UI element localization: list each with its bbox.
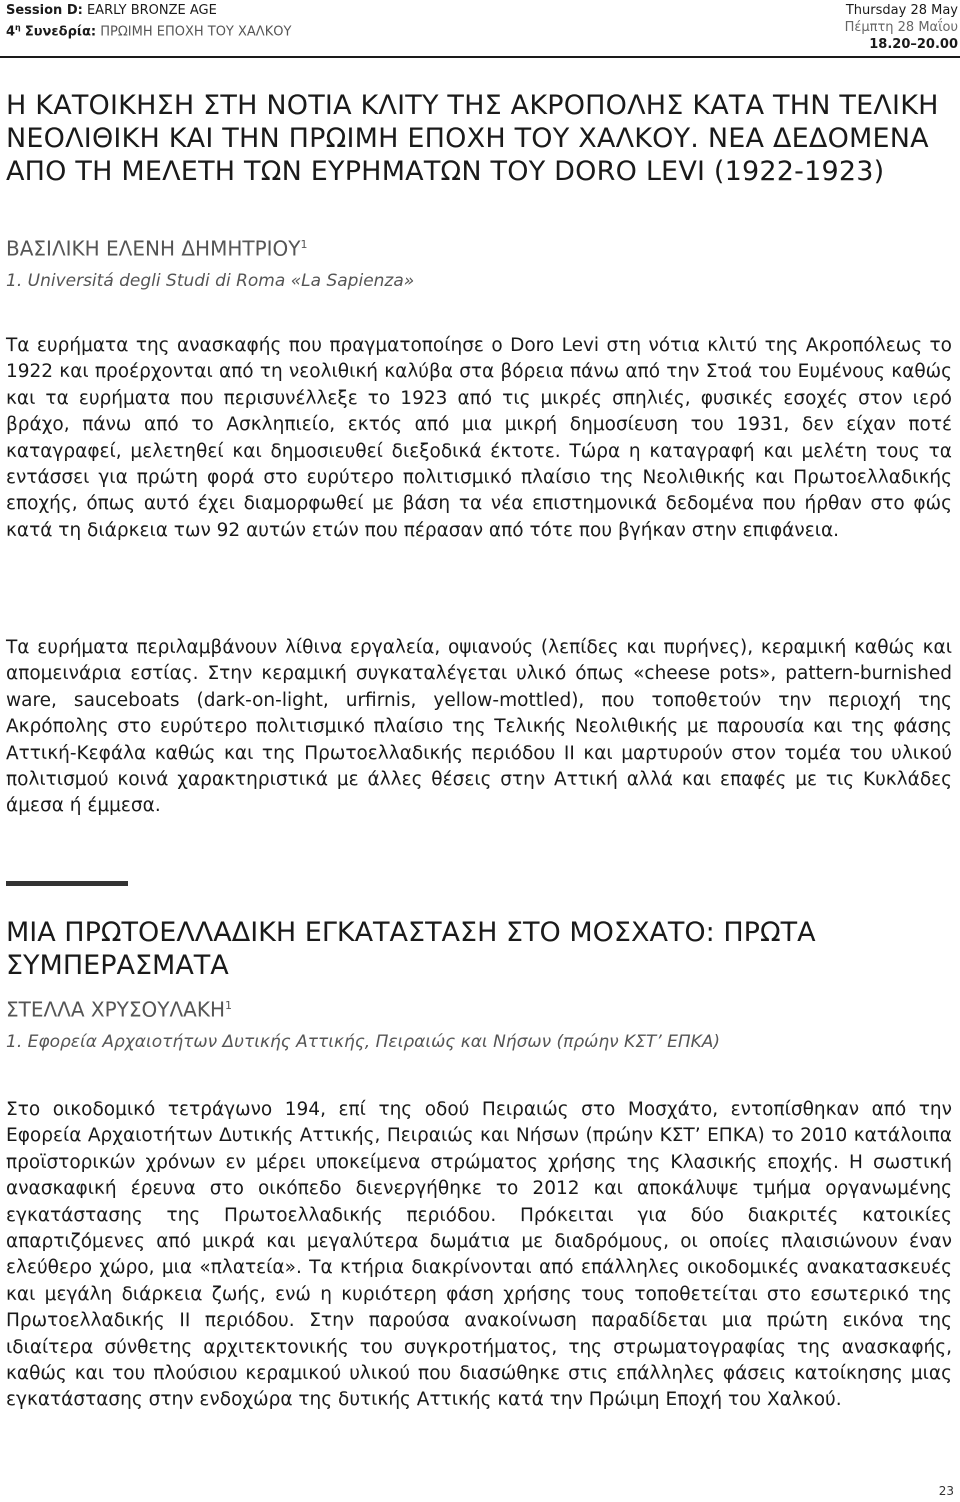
session-gr-label: Συνεδρία:: [24, 24, 97, 40]
date-gr: Πέμπτη 28 Μαΐου: [844, 20, 958, 35]
article2-affiliation: 1. Εφορεία Αρχαιοτήτων Δυτικής Αττικής, Πειραιώς και Νήσων (πρώην ΚΣΤ’ ΕΠΚΑ): [6, 1032, 721, 1052]
article2-author-sup: 1: [224, 999, 232, 1012]
session-name: EARLY BRONZE AGE: [86, 3, 217, 18]
section-divider: [6, 881, 128, 886]
session-date: [845, 2, 958, 53]
article2-paragraph: Στο οικοδομικό τετράγωνο 194, επί της οδού Πειραιώς στο Μοσχάτο, εντοπίσθηκαν από την Εφορεία Αρχαιοτήτων Δυτικής Αττικής, Πειραιώς και Νήσων (πρώην ΚΣΤ’ ΕΠΚΑ) το 2010 κατάλοιπα προϊστορικών χρόνων εν μέρει υποκείμενα στρώματος χρήσης της Κλασικής εποχής. Η σωστική ανασκαφική έρευνα στο οικόπεδο διενεργήθηκε το 2012 και αποκάλυψε τμήμα οργανωμένης εγκατάστασης της Πρωτοελλαδικής περιόδου. Πρόκειται για δύο διακριτές κατοικίες απαρτιζόμενες από μικρά και μεγαλύτερα δωμάτια με διαδρόμους, οι οποίες πλαισιώνουν έναν ελεύθερο χώρο, μια «πλατεία». Τα κτήρια διακρίνονται από επάλληλες οικοδομικές ανακατασκευές και μεγάλη διάρκεια ζωής, ενώ η κυριότερη φάση χρήσης τους τοποθετείται στο εσωτερικό της Πρωτοελλαδικής ΙΙ περιόδου. Στην παρούσα ανακοίνωση παραδίδεται μια πρώτη εικόνα της ιδιαίτερα σύνθετης αρχιτεκτονικής του συγκροτήματος, της στρωματογραφίας της ανασκαφής, καθώς και του πλούσιου κεραμικού υλικού που διασώθηκε στις επάλληλες φάσεις κατοίκησης μιας εγκατάστασης στην ενδοχώρα της δυτικής Αττικής κατά την Πρώιμη Εποχή του Χαλκού.: [6, 1099, 952, 1411]
article1-paragraph-1: Τα ευρήματα της ανασκαφής που πραγματοποίησε ο Doro Levi στη νότια κλιτύ της Ακροπόλεως το 1922 και προέρχονται από τη νεολιθική καλύβα στα βόρεια πάνω από την Στοά του Ευμένους καθώς και τα ευρήματα που περισυνέλλεξε το 1923 από τις μικρές σπηλιές, φυσικές εσοχές στον ιερό βράχο, πάνω από το Ασκληπιείο, εκτός από μια μικρή δημοσίευση του 1931, δεν είχαν ποτέ καταγραφεί, μελετηθεί και δημοσιευθεί διεξοδικά έκτοτε. Τώρα η καταγραφή και μελέτη τους τα εντάσσει για πρώτη φορά στο ευρύτερο πολιτισμικό πλαίσιο της Νεολιθικής και Πρωτοελλαδικής εποχής, όπως αυτό έχει διαμορφωθεί με βάση τα νέα επιστημονικά δεδομένα που ήρθαν στο φώς κατά τη διάρκεια των 92 αυτών ετών που πέρασαν από τότε που βγήκαν στην επιφάνεια.: [6, 335, 952, 541]
session-label: Session D:: [6, 3, 83, 18]
article1-author: [6, 233, 308, 261]
session-gr-name: ΠΡΩΙΜΗ ΕΠΟΧΗ ΤΟΥ ΧΑΛΚΟΥ: [100, 24, 292, 40]
article1-affiliation: 1. Universitá degli Studi di Roma «La Sapienza»: [6, 271, 415, 291]
header-rule: [0, 56, 960, 58]
article1-author-sup: 1: [300, 238, 308, 251]
article1-paragraph-2: Τα ευρήματα περιλαμβάνουν λίθινα εργαλεία, οψιανούς (λεπίδες και πυρήνες), κεραμική καθώς και απομεινάρια εστίας. Στην κεραμική συγκαταλέγεται υλικό όπως «cheese pots», pattern-burnished ware, sauceboats (dark-on-light, urfirnis, yellow-mottled), που τοποθετούν την περιοχή της Ακρόπολης στο ευρύτερο πολιτισμικό πλαίσιο της Τελικής Νεολιθικής με παρουσία και της φάσης Αττική-Κεφάλα καθώς και της Πρωτοελλαδικής περιόδου ΙΙ και μαρτυρούν στον τομέα του υλικού πολιτισμού κοινά χαρακτηριστικά με άλλες θέσεις στην Αττική αλλά και επαφές με τις Κυκλάδες άμεσα ή έμμεσα.: [6, 637, 952, 817]
session-time: 18.20–20.00: [869, 37, 958, 52]
session-number-sup: η: [15, 23, 21, 32]
article2-title: ΜΙΑ ΠΡΩΤΟΕΛΛΑΔΙΚΗ ΕΓΚΑΤΑΣΤΑΣΗ ΣΤΟ ΜΟΣΧΑΤΟ: ΠΡΩΤΑ ΣΥΜΠΕΡΑΣΜΑΤΑ: [6, 917, 816, 981]
article1-title: Η ΚΑΤΟΙΚΗΣΗ ΣΤΗ ΝΟΤΙΑ ΚΛΙΤΥ ΤΗΣ ΑΚΡΟΠΟΛΗΣ ΚΑΤΑ ΤΗΝ ΤΕΛΙΚΗ ΝΕΟΛΙΘΙΚΗ ΚΑΙ ΤΗΝ ΠΡΩΙΜΗ ΕΠΟΧΗ ΤΟΥ ΧΑΛΚΟΥ. ΝΕΑ ΔΕΔΟΜΕΝΑ ΑΠΟ ΤΗ ΜΕΛΕΤΗ ΤΩΝ ΕΥΡΗΜΑΤΩΝ ΤΟΥ DORO LEVI (1922-1923): [6, 90, 939, 187]
session-number: 4: [6, 24, 16, 40]
session-info: [6, 2, 291, 40]
page-header: [6, 2, 958, 54]
date-en: Thursday 28 May: [845, 3, 958, 18]
article1-author-name: ΒΑΣΙΛΙΚΗ ΕΛΕΝΗ ΔΗΜΗΤΡΙΟΥ: [6, 236, 301, 261]
page-number: 23: [938, 1484, 954, 1498]
article2-author: [6, 994, 232, 1022]
article2-author-name: ΣΤΕΛΛΑ ΧΡΥΣΟΥΛΑΚΗ: [6, 997, 225, 1022]
